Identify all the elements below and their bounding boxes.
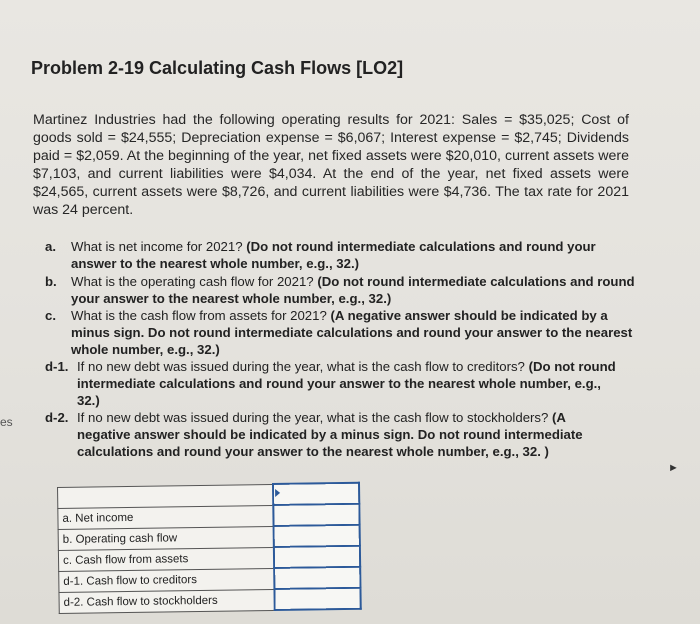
question-text: If no new debt was issued during the year, what is the cash flow to creditors? (Do not round intermediate calculations and round your answer to the nearest whole number, e.g., 32.) xyxy=(77,359,616,408)
question-text: If no new debt was issued during the year, what is the cash flow to stockholders? (A negative answer should be indicated by a minus sign. Do not round intermediate calculations and round your answer to the nearest whole number, e.g., 32. ) xyxy=(77,410,583,459)
answer-input-header[interactable] xyxy=(273,483,359,505)
question-a xyxy=(45,238,625,274)
question-label: c. xyxy=(45,308,56,323)
input-cursor-icon xyxy=(275,489,280,497)
row-label: d-1. Cash flow to creditors xyxy=(59,568,275,592)
operating-cash-flow-input[interactable] xyxy=(274,525,360,547)
arrow-icon: ► xyxy=(668,462,679,474)
question-label: d-1. xyxy=(45,359,69,374)
cropped-edge-text: es xyxy=(0,415,13,429)
question-label: a. xyxy=(45,239,56,254)
question-text: What is the operating cash flow for 2021? (Do not round intermediate calculations and round your answer to the nearest whole number, e.g., 32.) xyxy=(71,274,635,306)
question-d1 xyxy=(45,358,620,412)
question-label: b. xyxy=(45,274,57,289)
question-text: What is net income for 2021? (Do not round intermediate calculations and round your answer to the nearest whole number, e.g., 32.) xyxy=(71,239,596,271)
answer-table xyxy=(57,482,362,614)
table-row xyxy=(59,588,361,613)
question-instruction: (Do not round intermediate calculations and round your answer to the nearest whole number, e.g., 32.) xyxy=(71,239,596,271)
row-label: c. Cash flow from assets xyxy=(58,547,274,571)
row-label: b. Operating cash flow xyxy=(58,526,274,550)
cash-flow-to-creditors-input[interactable] xyxy=(274,567,360,589)
cash-flow-from-assets-input[interactable] xyxy=(274,546,360,568)
row-label xyxy=(58,484,274,508)
row-label: a. Net income xyxy=(58,505,274,529)
page-title: Problem 2-19 Calculating Cash Flows [LO2] xyxy=(31,58,404,78)
question-instruction: (Do not round intermediate calculations and round your answer to the nearest whole number, e.g., 32.) xyxy=(77,359,616,408)
question-text: What is the cash flow from assets for 2021? (A negative answer should be indicated by a minus sign. Do not round intermediate calculations and round your answer to the nearest whole number, e.g., 32.) xyxy=(71,308,633,357)
cash-flow-to-stockholders-input[interactable] xyxy=(274,588,360,610)
question-b xyxy=(45,273,635,309)
question-instruction: (A negative answer should be indicated by a minus sign. Do not round intermediate calculations and round your answer to the nearest whole number, e.g., 32. ) xyxy=(77,410,583,459)
question-instruction: (Do not round intermediate calculations and round your answer to the nearest whole number, e.g., 32.) xyxy=(71,274,635,306)
question-d2 xyxy=(45,409,620,463)
net-income-input[interactable] xyxy=(273,504,359,526)
question-c xyxy=(45,307,635,361)
question-instruction: (A negative answer should be indicated by a minus sign. Do not round intermediate calculations and round your answer to the nearest whole number, e.g., 32.) xyxy=(71,308,633,357)
question-label: d-2. xyxy=(45,410,69,425)
problem-intro: Martinez Industries had the following operating results for 2021: Sales = $35,025; Cost of goods sold = $24,555; Depreciation expense = $6,067; Interest expense = $2,745; Dividends paid = $2,059. At the beginning of the year, net fixed assets were $20,010, current assets were $7,103, and current liabilities were $4,034. At the end of the year, net fixed assets were $24,565, current assets were $8,726, and current liabilities were $4,736. The tax rate for 2021 was 24 percent. xyxy=(33,112,629,218)
row-label: d-2. Cash flow to stockholders xyxy=(59,589,275,613)
